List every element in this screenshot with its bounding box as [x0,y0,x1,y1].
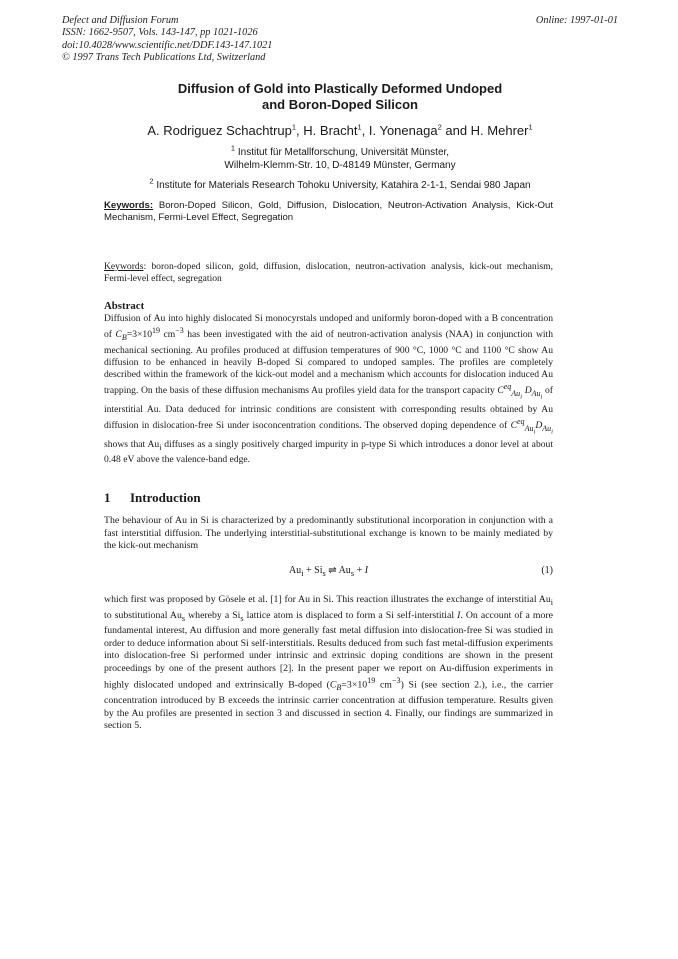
equation-body [104,565,553,578]
affiliation-line: Wilhelm-Klemm-Str. 10, D-48149 Münster, Germany [224,160,456,171]
journal-header [62,15,618,65]
math-symbol: D [524,385,532,397]
body-text: whereby a Si [185,609,241,621]
math-subscript: Au [531,389,541,399]
math-subscript: i [159,443,162,452]
math-symbol: C [115,329,122,341]
author-name: H. Bracht [303,123,358,138]
math-subscript: i [550,597,553,607]
section-number: 1 [104,490,111,505]
math-subscript: s [181,613,186,623]
affiliation-1 [80,143,600,172]
journal-name: Defect and Diffusion Forum [62,15,179,26]
math-subscript: s [322,569,326,578]
author-affiliation-mark: 1 [291,122,297,132]
equilibrium-arrow: ⇌ [325,565,339,576]
abstract-text: Diffusion of Au into highly dislocated Si monocyrstals undoped and uniformly boron-doped with a B concentration of [104,313,553,341]
math-subscript: i [540,393,543,401]
author-separator: , [361,123,369,138]
math-subscript: Au [511,389,521,399]
math-subscript: B [121,333,127,343]
author-name: A. Rodriguez Schachtrup [147,123,292,138]
math-text: Au [288,565,302,576]
affiliation-2 [80,176,600,192]
math-subscript: i [533,428,536,436]
math-subscript: s [350,569,355,578]
affiliation-mark: 2 [149,176,154,186]
math-text: + [354,565,365,576]
equation-1 [104,565,553,579]
title-line-2: and Boron-Doped Silicon [262,97,418,112]
math-text: + Si [303,565,323,576]
abstract-text: shows that Au [104,439,160,451]
math-exponent: −3 [391,676,401,686]
math-unit: cm [160,329,176,341]
manuscript-keywords-text: : boron-doped silicon, gold, diffusion, dislocation, neutron-activation analysis, kick-out mechanism, Fermi-level effect, segregation [104,261,553,285]
math-exponent: 19 [367,676,376,686]
math-subscript: B [336,683,342,693]
math-text: =3×10 [341,679,368,691]
math-superscript: eq [503,382,512,392]
math-symbol: C [497,385,504,397]
body-text: . On account of a more fundamental interest, Au diffusion and more generally fast metal diffusion into dislocation-free Si was studied in order to deduce information about Si self-interstitials. Results deduced from such fast metal-diffusion experiments into dislocation-free Si performed under intrinsic and extrinsic doping conditions are shown in the present proceedings by one of the present authors [2]. In the present paper we report on Au-diffusion experiments in highly dislocated undoped and extrinsically B-doped ( [104,609,554,691]
intro-paragraph-2 [104,594,553,733]
body-text: lattice atom is displaced to form a Si self-interstitial [243,609,458,621]
math-symbol: I [364,565,369,576]
abstract-text: has been investigated with the aid of neutron-activation analysis (NAA) in conjunction with mechanical sectioning. Au profiles produced at diffusion temperatures of 900 °C, 1000 °C and 1100 °C show Au diffusion to be enhanced in heavily B-doped Si compared to undoped samples. The profiles are completely described within the framework of the kick-out model and a mechanism which accounts for dislocation induced Au trapping. On the basis of these diffusion mechanisms Au profiles yield data for the transport capacity [104,329,554,397]
author-name: I. Yonenaga [368,123,438,138]
math-symbol: C [510,420,517,432]
math-symbol: I [457,609,461,621]
body-text: which first was proposed by Gösele et al. [1] for Au in Si. This reaction illustrates the exchange of interstitial Au [104,594,551,605]
journal-doi: doi:10.4028/www.scientific.net/DDF.143-147.1021 [62,39,273,51]
affiliation-mark: 1 [230,143,236,153]
abstract-body [104,313,553,466]
math-superscript: eq [517,417,525,427]
author-affiliation-mark: 1 [357,122,362,132]
author-list [80,123,600,138]
online-date: Online: 1997-01-01 [535,15,618,26]
math-subscript: i [301,569,304,578]
abstract-paragraph [104,313,553,466]
math-subscript: Au [524,424,534,434]
math-text: Au [338,565,351,576]
keywords-block [104,200,553,224]
math-text: =3×10 [126,329,152,341]
manuscript-keywords-block [104,261,553,286]
math-subscript: i [520,393,523,401]
author-affiliation-mark: 1 [528,122,533,132]
section-heading [104,490,201,506]
manuscript-keywords-label: Keywords [104,261,144,272]
abstract-heading: Abstract [104,300,145,312]
intro-paragraph-1: The behaviour of Au in Si is characterized by a predominantly substitutional incorporation in conjunction with a fast interstitial diffusion. The underlying interstitial-substitutional exchange is known to be mainly mediated by the kick-out mechanism [104,515,553,552]
math-symbol: D [535,420,543,432]
journal-copyright: © 1997 Trans Tech Publications Ltd, Switzerland [62,52,266,64]
math-exponent: 19 [152,326,160,336]
abstract-text: diffuses as a singly positively charged impurity in p-type Si which introduces a donor level at about 0.48 eV above the valence-band edge. [104,439,553,466]
abstract-text: of interstitial Au. Data deduced for intrinsic conditions are consistent with corresponding results obtained by Au diffusion in dislocation-free Si under isoconcentration conditions. The observed doping dependence of [104,385,553,432]
title-line-1: Diffusion of Gold into Plastically Deformed Undoped [177,81,503,96]
math-unit: cm [375,679,392,691]
math-subscript: i [551,428,553,436]
author-name: H. Mehrer [470,123,529,138]
author-separator: , [296,123,304,138]
author-affiliation-mark: 2 [437,122,442,132]
affiliation-line: Institute for Materials Research Tohoku University, Katahira 2-1-1, Sendai 980 Japan [156,180,531,191]
affiliation-line: Institut für Metallforschung, Universität Münster, [237,147,450,158]
math-subscript: Au [542,424,552,434]
math-exponent: −3 [175,326,184,336]
body-text: to substitutional Au [104,609,182,621]
body-text: ) Si (see section 2.), i.e., the carrier concentration introduced by B exceeds the intrinsic carrier concentration at diffusion temperature. Results given by the Au profiles are presented in section 3 and discussed in section 4. Finally, our findings are summarized in section 5. [104,679,553,732]
section-title: Introduction [130,490,201,505]
math-symbol: C [329,679,337,691]
keywords-label: Keywords: [104,200,154,211]
author-separator: and [441,123,471,138]
keywords-text: Boron-Doped Silicon, Gold, Diffusion, Dislocation, Neutron-Activation Analysis, Kick-Out Mechanism, Fermi-Level Effect, Segregation [104,200,553,224]
journal-issn: ISSN: 1662-9507, Vols. 143-147, pp 1021-1026 [62,27,258,39]
equation-number: (1) [541,565,553,576]
math-subscript: s [240,613,244,623]
paper-title [100,81,580,113]
